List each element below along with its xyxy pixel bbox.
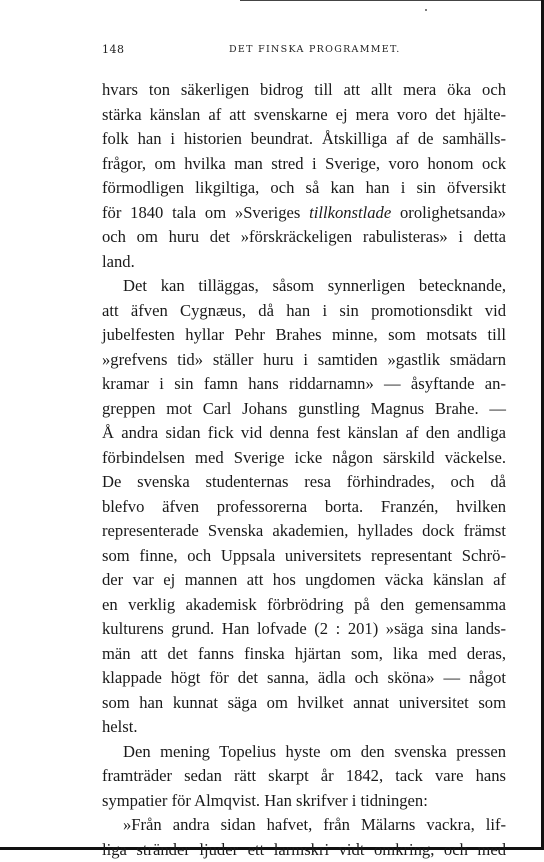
text-line: Den mening Topelius hyste om den svenska pressen	[102, 740, 506, 765]
text-line: De svenska studenternas resa förhindrades, och då	[102, 470, 506, 495]
text-line: sympatier för Almqvist. Han skrifver i tidningen:	[102, 789, 506, 814]
text-line: greppen mot Carl Johans gunstling Magnus Brahe. —	[102, 397, 506, 422]
text-line: kulturens grund. Han lofvade (2 : 201) »säga sina lands-	[102, 617, 506, 642]
text-line: att äfven Cygnæus, då han i sin promotionsdikt vid	[102, 299, 506, 324]
page-header	[102, 43, 504, 57]
text-line: en verklig akademisk förbrödring på den gemensamma	[102, 593, 506, 618]
text-line: der var ej mannen att hos ungdomen väcka känslan af	[102, 568, 506, 593]
body-text	[102, 78, 506, 862]
text-line: blefvo äfven professorerna borta. Franzén, hvilken	[102, 495, 506, 520]
text-line: framträder sedan rätt skarpt år 1842, tack vare hans	[102, 764, 506, 789]
text-line: frågor, om hvilka man stred i Sverige, voro honom ock	[102, 152, 506, 177]
text-line: »grefvens tid» ställer huru i samtiden »gastlik smädarn	[102, 348, 506, 373]
text-line: Det kan tilläggas, såsom synnerligen betecknande,	[102, 274, 506, 299]
text-line: förbindelsen med Sverige icke någon särskild väckelse.	[102, 446, 506, 471]
text-line: förmodligen likgiltiga, och så kan han i sin öfversikt	[102, 176, 506, 201]
text-line: representerade Svenska akademien, hyllades dock främst	[102, 519, 506, 544]
emphasized-word: tillkonstlade	[309, 203, 391, 222]
text-line: för 1840 tala om »Sveriges tillkonstlade orolighetsanda»	[102, 201, 506, 226]
text-line: kramar i sin famn hans riddarnamn» — åsyftande an-	[102, 372, 506, 397]
paragraph	[102, 813, 506, 862]
text-line: jubelfesten hyllar Pehr Brahes minne, som motsats till	[102, 323, 506, 348]
paragraph	[102, 274, 506, 740]
text-line: liga stränder ljuder ett larmskri vidt omkring, och med	[102, 838, 506, 862]
text-line: Å andra sidan fick vid denna fest känslan af den andliga	[102, 421, 506, 446]
text-line: klappade högt för det sanna, ädla och sköna» — något	[102, 666, 506, 691]
scan-edge-top	[240, 0, 544, 1]
paragraph	[102, 78, 506, 274]
scan-speck	[425, 9, 427, 11]
running-title: DET FINSKA PROGRAMMET.	[229, 44, 401, 55]
text-line: män att det fanns finska hjärtan som, lika med deras,	[102, 642, 506, 667]
text-line: »Från andra sidan hafvet, från Mälarns vackra, lif-	[102, 813, 506, 838]
page-number: 148	[102, 43, 125, 56]
text-line: stärka känslan af att svenskarne ej mera voro det hjälte-	[102, 103, 506, 128]
text-line: som finne, och Uppsala universitets representant Schrö-	[102, 544, 506, 569]
text-line: folk han i historien beundrat. Åtskilliga af de samhälls-	[102, 127, 506, 152]
text-line: land.	[102, 250, 506, 275]
text-line: och om huru det »förskräckeligen rabulisteras» i detta	[102, 225, 506, 250]
text-line: helst.	[102, 715, 506, 740]
text-line: som han kunnat säga om hvilket annat universitet som	[102, 691, 506, 716]
text-line: hvars ton säkerligen bidrog till att allt mera öka och	[102, 78, 506, 103]
paragraph	[102, 740, 506, 814]
